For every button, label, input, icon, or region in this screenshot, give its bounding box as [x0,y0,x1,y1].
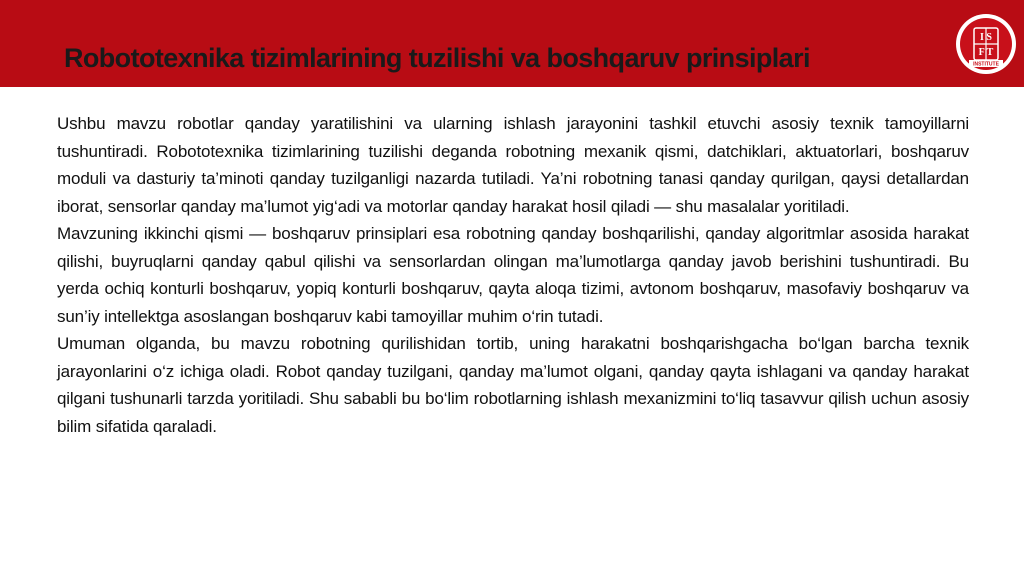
paragraph-1: Ushbu mavzu robotlar qanday yaratilishini va ularning ishlash jarayonini tashkil etuvchi asosiy texnik tamoyillarni tushuntiradi. Robototexnika tizimlarining tuzilishi deganda robotning mexanik qismi, datchiklari, aktuatorlari, boshqaruv moduli va dasturiy ta’minoti qanday tuzilganligi nazarda tutiladi. Ya’ni robotning tanasi qanday qurilgan, qaysi detallardan iborat, sensorlar qanday ma’lumot yig‘adi va motorlar qanday harakat hosil qiladi — shu masalalar yoritiladi. [57,114,969,216]
body-text [57,110,969,440]
slide-title: Robototexnika tizimlarining tuzilishi va boshqaruv prinsiplari [64,43,810,73]
isft-logo-icon [955,13,1017,75]
paragraph-2: Mavzuning ikkinchi qismi — boshqaruv prinsiplari esa robotning qanday boshqarilishi, qanday algoritmlar asosida harakat qilishi, buyruqlarni qanday qabul qilishi va sensorlardan olingan ma’lumotlarga qanday javob berishini tushuntiradi. Bu yerda ochiq konturli boshqaruv, yopiq konturli boshqaruv, qayta aloqa tizimi, avtonom boshqaruv, masofaviy boshqaruv va sun’iy intellektga asoslangan boshqaruv kabi tamoyillar muhim o‘rin tutadi. [57,224,969,326]
logo-caption: INSTITUTE [973,61,999,68]
logo-text-bottom: F T [978,47,994,58]
paragraph-3: Umuman olganda, bu mavzu robotning qurilishidan tortib, uning harakatni boshqarishgacha bo‘lgan barcha texnik jarayonlarini o‘z ichiga oladi. Robot qanday tuzilgani, qanday ma’lumot olgani, qanday qayta ishlagani va qanday harakat qilgani tushunarli tarzda yoritiladi. Shu sababli bu bo‘lim robotlarning ishlash mexanizmini to‘liq tasavvur qilish uchun asosiy bilim sifatida qaraladi. [57,334,969,436]
logo-text-top: I S [980,32,992,43]
